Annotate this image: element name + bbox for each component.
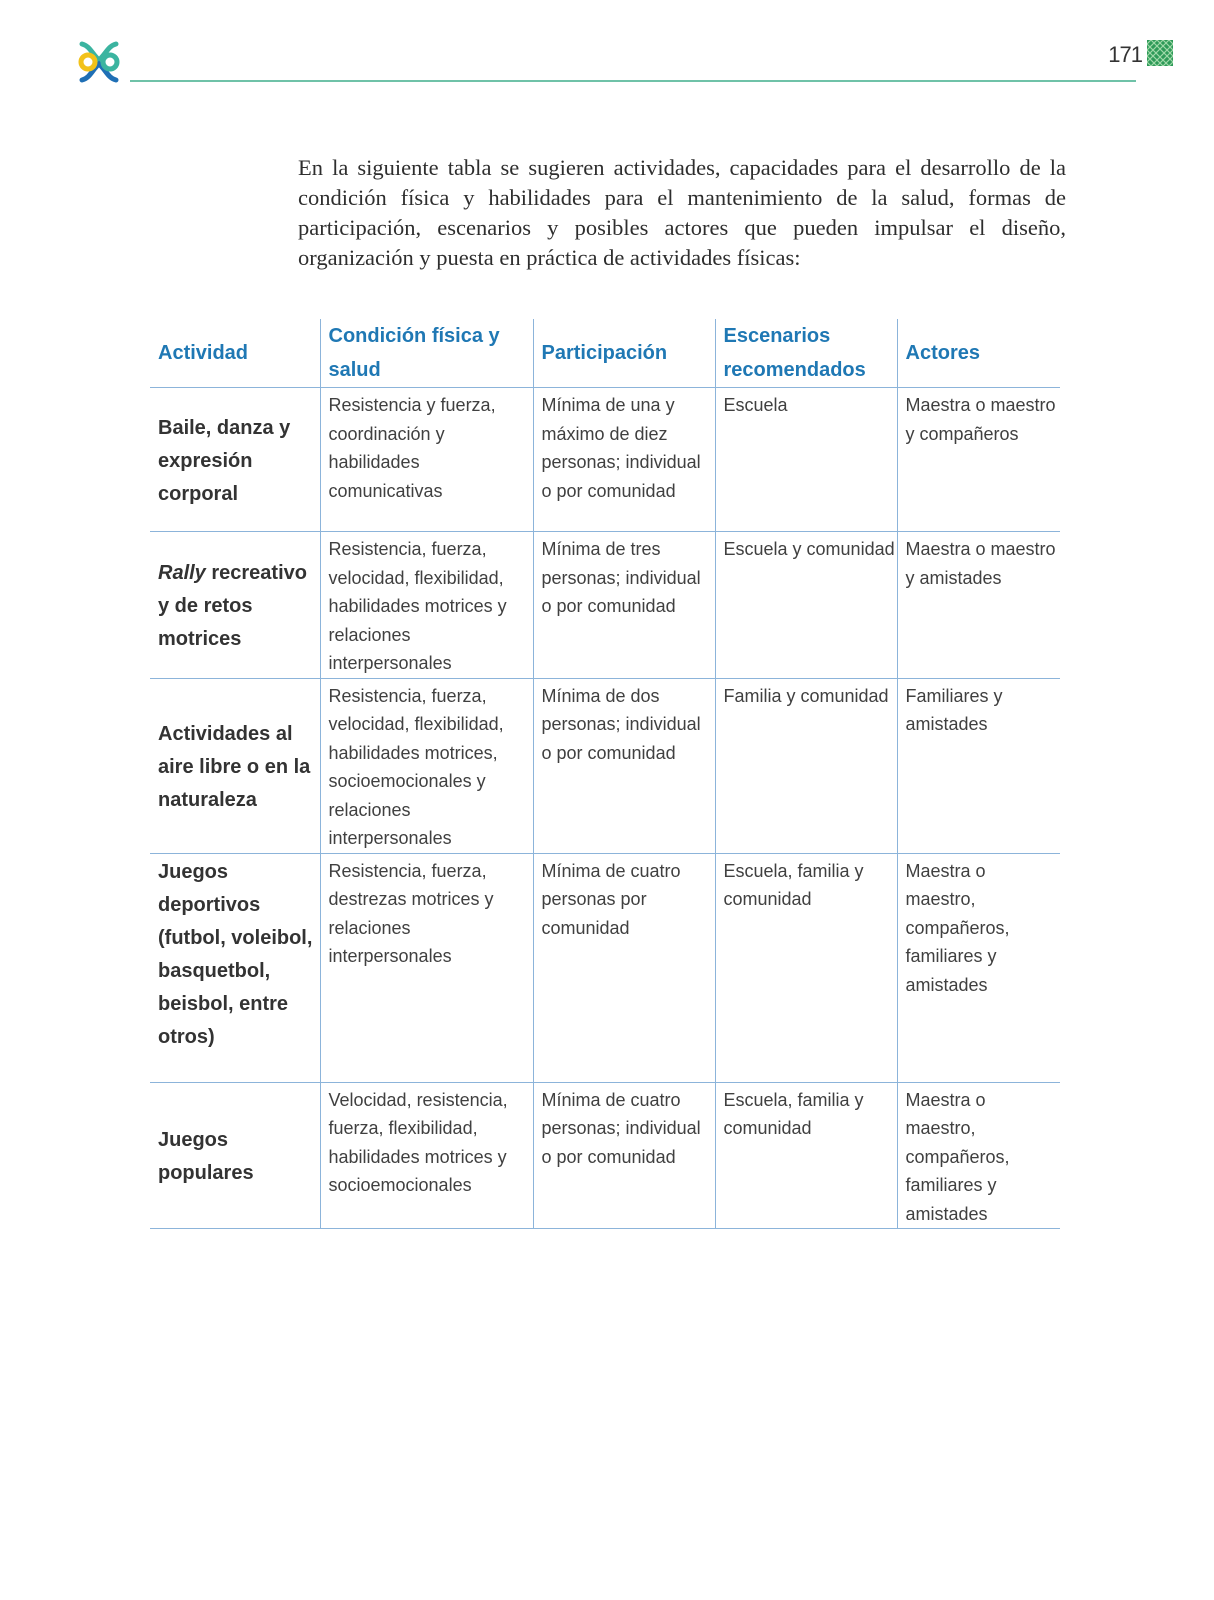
actors-cell: Maestra o maestro y amistades	[897, 532, 1060, 679]
table-row	[150, 532, 1060, 679]
header-condicion: Condición física y salud	[320, 319, 533, 388]
activity-italic-text: Rally	[158, 561, 206, 584]
settings-cell: Escuela	[715, 388, 897, 532]
intro-paragraph: En la siguiente tabla se sugieren actividades, capacidades para el desarrollo de la condición física y habilidades para el mantenimiento de la salud, formas de participación, escenarios y posibles actores que pueden impulsar el diseño, organización y puesta en práctica de actividades físicas:	[298, 155, 1066, 270]
actors-cell: Familiares y amistades	[897, 678, 1060, 853]
activity-cell	[150, 532, 320, 679]
table-row	[150, 1082, 1060, 1229]
settings-cell: Escuela y comunidad	[715, 532, 897, 679]
header-participacion: Participación	[533, 319, 715, 388]
table-row	[150, 388, 1060, 532]
activity-cell: Baile, danza y expresión corporal	[150, 388, 320, 532]
condition-cell: Resistencia, fuerza, velocidad, flexibilidad, habilidades motrices, socioemocionales y relaciones interpersonales	[320, 678, 533, 853]
green-pattern-square-icon	[1147, 40, 1173, 66]
activities-table	[150, 319, 1060, 1229]
condition-cell: Resistencia, fuerza, destrezas motrices y relaciones interpersonales	[320, 853, 533, 1082]
participation-cell: Mínima de dos personas; individual o por comunidad	[533, 678, 715, 853]
condition-cell: Velocidad, resistencia, fuerza, flexibilidad, habilidades motrices y socioemocionales	[320, 1082, 533, 1229]
header-escenarios: Escenarios recomendados	[715, 319, 897, 388]
table-header-row	[150, 319, 1060, 388]
participation-cell: Mínima de cuatro personas; individual o por comunidad	[533, 1082, 715, 1229]
page-number: 171	[1108, 42, 1142, 67]
publisher-logo-icon	[76, 38, 122, 86]
actors-cell: Maestra o maestro, compañeros, familiares y amistades	[897, 853, 1060, 1082]
header-actores: Actores	[897, 319, 1060, 388]
activity-cell: Actividades al aire libre o en la naturaleza	[150, 678, 320, 853]
table-row	[150, 678, 1060, 853]
participation-cell: Mínima de una y máximo de diez personas; individual o por comunidad	[533, 388, 715, 532]
header-rule	[130, 80, 1136, 82]
participation-cell: Mínima de tres personas; individual o por comunidad	[533, 532, 715, 679]
table-row	[150, 853, 1060, 1082]
settings-cell: Familia y comunidad	[715, 678, 897, 853]
activity-text: recreativo y de retos motrices	[158, 561, 307, 650]
activity-cell: Juegos deportivos (futbol, voleibol, basquetbol, beisbol, entre otros)	[150, 853, 320, 1082]
condition-cell: Resistencia y fuerza, coordinación y habilidades comunicativas	[320, 388, 533, 532]
participation-cell: Mínima de cuatro personas por comunidad	[533, 853, 715, 1082]
activity-cell: Juegos populares	[150, 1082, 320, 1229]
settings-cell: Escuela, familia y comunidad	[715, 1082, 897, 1229]
settings-cell: Escuela, familia y comunidad	[715, 853, 897, 1082]
condition-cell: Resistencia, fuerza, velocidad, flexibilidad, habilidades motrices y relaciones interpersonales	[320, 532, 533, 679]
actors-cell: Maestra o maestro y compañeros	[897, 388, 1060, 532]
actors-cell: Maestra o maestro, compañeros, familiares y amistades	[897, 1082, 1060, 1229]
header-actividad: Actividad	[150, 319, 320, 388]
